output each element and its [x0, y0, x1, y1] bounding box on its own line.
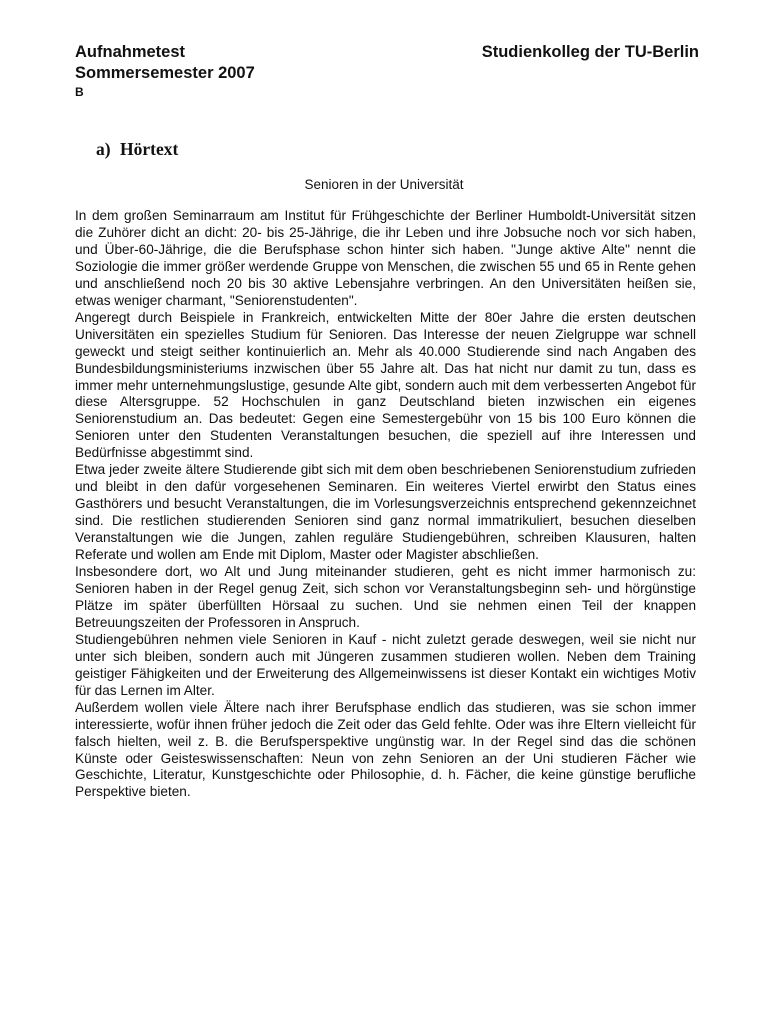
institution-name: Studienkolleg der TU-Berlin	[481, 43, 699, 61]
paragraph: In dem großen Seminarraum am Institut für Frühgeschichte der Berliner Humboldt-Universität sitzen die Zuhörer dicht an dicht: 20- bis 25-Jährige, die ihr Leben und ihre Jobsuche noch vor sich haben, und Über-60-Jährige, die die Berufsphase schon hinter sich haben. "Junge aktive Alte" nennt die Soziologie die immer größer werdende Gruppe von Menschen, die zwischen 55 und 65 in Rente gehen und anschließend noch 20 bis 30 aktive Lebensjahre verbringen. An den Universitäten heißen sie, etwas weniger charmant, "Seniorenstudenten".	[75, 208, 696, 308]
header-row	[75, 42, 699, 63]
paragraph: Insbesondere dort, wo Alt und Jung miteinander studieren, geht es nicht immer harmonisch zu: Senioren haben in der Regel genug Zeit, sich schon vor Veranstaltungsbeginn seh- und hörgünstige Plätze im später überfüllten Hörsaal zu suchen. Und sie nehmen einen Teil der knappen Betreuungszeiten der Professoren in Anspruch.	[75, 564, 696, 630]
document-header	[75, 42, 699, 99]
section-heading	[96, 138, 178, 160]
paragraph: Angeregt durch Beispiele in Frankreich, entwickelten Mitte der 80er Jahre die ersten deutschen Universitäten ein spezielles Studium für Senioren. Das Interesse der neuen Zielgruppe war schnell geweckt und steigt seither kontinuierlich an. Mehr als 40.000 Studierende sind nach Angaben des Bundesbildungsministeriums inzwischen über 55 Jahre alt. Das hat nicht nur damit zu tun, dass es immer mehr unternehmungslustige, gesunde Alte gibt, sondern auch mit dem verbesserten Angebot für diese Altersgruppe. 52 Hochschulen in ganz Deutschland bieten inzwischen ein eigenes Seniorenstudium an. Das bedeutet: Gegen eine Semestergebühr von 15 bis 100 Euro können die Senioren unter den Studenten Veranstaltungen besuchen, die speziell auf ihre Interessen und Bedürfnisse abgestimmt sind.	[75, 309, 696, 461]
text-body	[75, 208, 696, 801]
paragraph: Studiengebühren nehmen viele Senioren in Kauf - nicht zuletzt gerade deswegen, weil sie nicht nur unter sich bleiben, sondern auch mit Jüngeren zusammen studieren wollen. Neben dem Training geistiger Fähigkeiten und der Erweiterung des Allgemeinwissens ist dieser Kontakt ein wichtiges Motiv für das Lernen im Alter.	[75, 631, 696, 698]
paragraph: Außerdem wollen viele Ältere nach ihrer Berufsphase endlich das studieren, was sie schon immer interessierte, wofür ihnen früher jedoch die Zeit oder das Geld fehlte. Oder was ihre Eltern vielleicht für falsch hielten, weil z. B. die Berufsperspektive ungünstig war. In der Regel sind das die schönen Künste oder Geisteswissenschaften: Neun von zehn Senioren an der Uni studieren Fächer wie Geschichte, Literatur, Kunstgeschichte oder Philosophie, d. h. Fächer, die keine günstige berufliche Perspektive bieten.	[75, 699, 696, 800]
semester-label: Sommersemester 2007	[75, 64, 255, 82]
text-title: Senioren in der Universität	[304, 177, 464, 192]
paragraph: Etwa jeder zweite ältere Studierende gibt sich mit dem oben beschriebenen Seniorenstudium zufrieden und bleibt in den dafür vorgesehenen Seminaren. Ein weiteres Viertel erwirbt den Status eines Gasthörers und besucht Veranstaltungen, die im Vorlesungsverzeichnis entsprechend gekennzeichnet sind. Die restlichen studierenden Senioren sind ganz normal immatrikuliert, besuchen dieselben Veranstaltungen wie die Jungen, zahlen reguläre Studiengebühren, schreiben Klausuren, halten Referate und wollen am Ende mit Diplom, Master oder Magister abschließen.	[75, 462, 696, 563]
exam-variant: B	[75, 85, 84, 99]
section-marker: a)	[96, 139, 111, 159]
exam-title: Aufnahmetest	[75, 43, 186, 61]
section-heading-text: Hörtext	[120, 139, 179, 159]
